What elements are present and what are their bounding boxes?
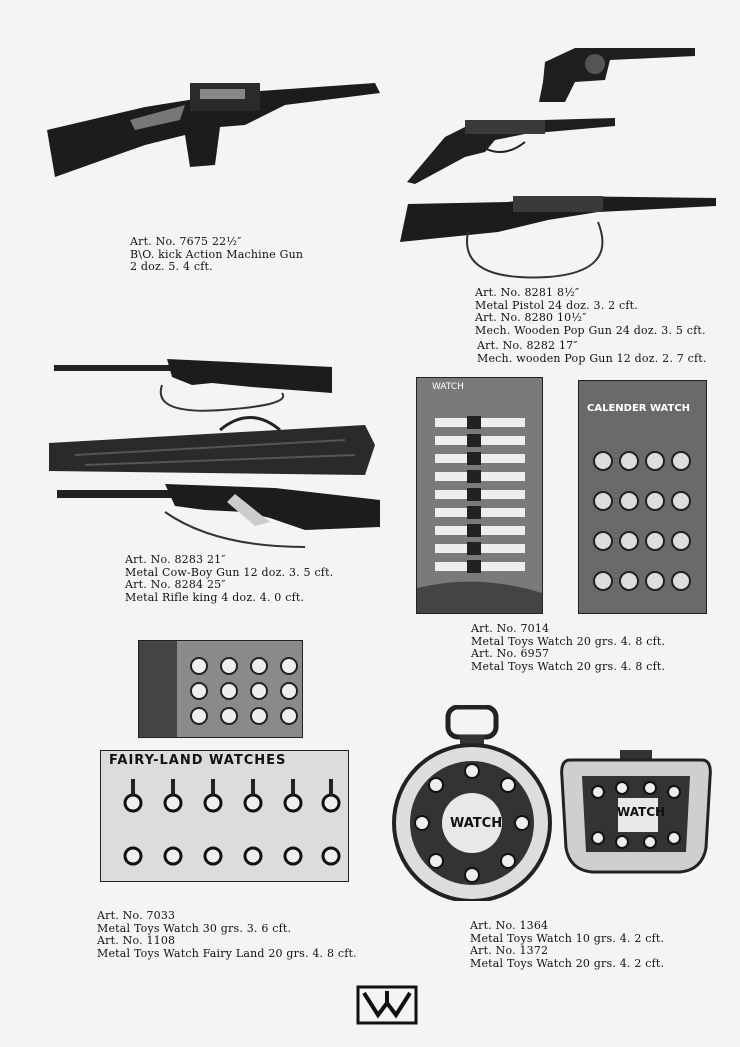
caption-line: Metal Toys Watch 20 grs. 4. 8 cft. (471, 659, 666, 673)
caption-pistols (475, 287, 706, 337)
company-logo-icon (356, 985, 418, 1025)
card-title: FAIRY-LAND WATCHES (109, 753, 287, 768)
caption-line: Metal Toys Watch 30 grs. 3. 6 cft. (97, 921, 292, 935)
small-watches-graphic (139, 641, 302, 737)
caption-line: Metal Toys Watch 10 grs. 4. 2 cft. (470, 931, 665, 945)
caption-line: Art. No. 7014 (471, 622, 550, 635)
card-title: CALENDER WATCH (587, 403, 691, 414)
rifle-case-image (45, 405, 380, 490)
caption-line: Art. No. 8284 25″ (125, 578, 226, 591)
rifle-king-image (55, 482, 383, 552)
rect-watch-label: WATCH (617, 805, 666, 819)
caption-toy-watches-3 (470, 920, 664, 970)
round-watch-display (390, 705, 555, 901)
watch-strips-graphic (417, 378, 542, 613)
caption-toy-watches-1 (471, 623, 665, 673)
caption-line: Mech. Wooden Pop Gun 24 doz. 3. 5 cft. (475, 323, 706, 337)
calender-watch-card (578, 380, 707, 614)
machine-gun-image (45, 75, 385, 185)
watch-card-7033 (138, 640, 303, 738)
caption-line: Mech. wooden Pop Gun 12 doz. 2. 7 cft. (477, 351, 707, 365)
wooden-pop-gun-image (398, 192, 718, 287)
caption-rifles (125, 554, 333, 604)
caption-machine-gun (130, 236, 303, 274)
caption-line: Art. No. 8282 17″ (477, 339, 578, 352)
fairy-watches-graphic (101, 751, 348, 881)
caption-line: Metal Rifle king 4 doz. 4. 0 cft. (125, 590, 305, 604)
caption-line: 2 doz. 5. 4 cft. (130, 260, 213, 273)
caption-line: Art. No. 7033 (97, 909, 176, 922)
revolver-image (535, 42, 700, 107)
caption-line: Art. No. 1364 (470, 919, 549, 932)
caption-toy-watches-2 (97, 910, 357, 960)
caption-line: Art. No. 8283 21″ (125, 553, 226, 566)
caption-line: Art. No. 1108 (97, 934, 176, 947)
caption-line: Art. No. 1372 (470, 944, 549, 957)
caption-line: Metal Pistol 24 doz. 3. 2 cft. (475, 298, 638, 312)
caption-line: B\O. kick Action Machine Gun (130, 247, 304, 261)
caption-line: Metal Cow-Boy Gun 12 doz. 3. 5 cft. (125, 565, 334, 579)
caption-line: Metal Toys Watch Fairy Land 20 grs. 4. 8 cft. (97, 946, 357, 960)
round-watch-label: WATCH (450, 816, 503, 831)
metal-pistol-image (405, 112, 620, 187)
card-title: WATCH (432, 382, 464, 392)
caption-line: Art. No. 7675 22½″ (130, 235, 242, 248)
caption-pop-gun (477, 340, 707, 365)
calender-watches-graphic (579, 381, 706, 613)
fairy-land-watches-card (100, 750, 349, 882)
watch-card-7014 (416, 377, 543, 614)
caption-line: Metal Toys Watch 20 grs. 4. 2 cft. (470, 956, 665, 970)
caption-line: Art. No. 6957 (471, 647, 550, 660)
caption-line: Art. No. 8281 8½″ (475, 286, 580, 299)
caption-line: Metal Toys Watch 20 grs. 4. 8 cft. (471, 634, 666, 648)
caption-line: Art. No. 8280 10½″ (475, 311, 587, 324)
